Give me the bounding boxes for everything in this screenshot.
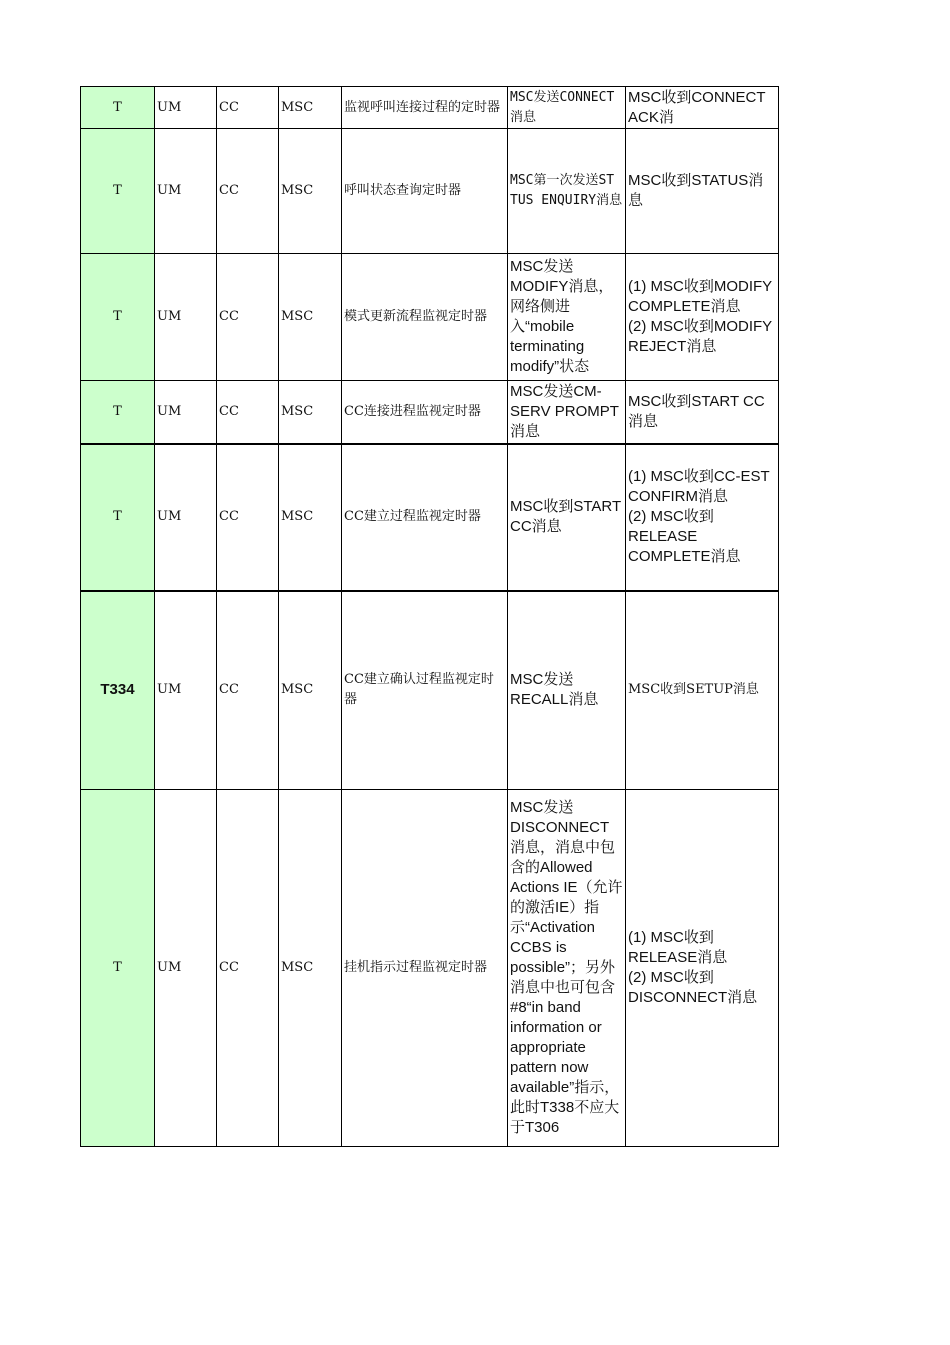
layer-cell: CC: [217, 444, 279, 591]
stop-condition-cell: (1) MSC收到MODIFY COMPLETE消息 (2) MSC收到MODIFY REJECT消息: [626, 254, 779, 381]
stop-condition-cell: MSC收到START CC消息: [626, 381, 779, 444]
timer-name-cell: T: [81, 129, 155, 254]
description-cell: 监视呼叫连接过程的定时器: [342, 87, 508, 129]
timer-name-cell: T: [81, 444, 155, 591]
layer-cell: CC: [217, 381, 279, 444]
description-cell: 挂机指示过程监视定时器: [342, 790, 508, 1147]
entity-cell: MSC: [279, 444, 342, 591]
interface-cell: UM: [155, 87, 217, 129]
table-row: [81, 254, 779, 381]
entity-cell: MSC: [279, 790, 342, 1147]
start-condition-cell: MSC收到START CC消息: [508, 444, 626, 591]
timer-name-cell: T: [81, 381, 155, 444]
stop-condition-cell: (1) MSC收到RELEASE消息 (2) MSC收到DISCONNECT消息: [626, 790, 779, 1147]
table-row: [81, 87, 779, 129]
timer-name-cell: T: [81, 790, 155, 1147]
timer-name-cell: T334: [81, 591, 155, 790]
stop-condition-cell: MSC收到STATUS消息: [626, 129, 779, 254]
entity-cell: MSC: [279, 254, 342, 381]
table-row: [81, 591, 779, 790]
interface-cell: UM: [155, 381, 217, 444]
start-condition-cell: MSC第一次发送ST TUS ENQUIRY消息: [508, 129, 626, 254]
stop-condition-cell: MSC收到CONNECT ACK消: [626, 87, 779, 129]
timer-table: [80, 86, 779, 1147]
table-row: [81, 381, 779, 444]
table-row: [81, 790, 779, 1147]
entity-cell: MSC: [279, 87, 342, 129]
description-cell: CC建立确认过程监视定时器: [342, 591, 508, 790]
start-condition-cell: MSC发送RECALL消息: [508, 591, 626, 790]
timer-name-cell: T: [81, 254, 155, 381]
description-cell: CC建立过程监视定时器: [342, 444, 508, 591]
entity-cell: MSC: [279, 129, 342, 254]
layer-cell: CC: [217, 254, 279, 381]
start-condition-cell: MSC发送MODIFY消息，网络侧进入“mobile terminating modify”状态: [508, 254, 626, 381]
description-cell: 模式更新流程监视定时器: [342, 254, 508, 381]
layer-cell: CC: [217, 129, 279, 254]
interface-cell: UM: [155, 254, 217, 381]
interface-cell: UM: [155, 591, 217, 790]
interface-cell: UM: [155, 129, 217, 254]
layer-cell: CC: [217, 790, 279, 1147]
description-cell: CC连接进程监视定时器: [342, 381, 508, 444]
entity-cell: MSC: [279, 591, 342, 790]
timer-name-cell: T: [81, 87, 155, 129]
table-row: [81, 129, 779, 254]
table-row: [81, 444, 779, 591]
start-condition-cell: MSC发送CM-SERV PROMPT消息: [508, 381, 626, 444]
layer-cell: CC: [217, 87, 279, 129]
description-cell: 呼叫状态查询定时器: [342, 129, 508, 254]
stop-condition-cell: (1) MSC收到CC-EST CONFIRM消息 (2) MSC收到RELEASE COMPLETE消息: [626, 444, 779, 591]
entity-cell: MSC: [279, 381, 342, 444]
layer-cell: CC: [217, 591, 279, 790]
stop-condition-cell: MSC收到SETUP消息: [626, 591, 779, 790]
start-condition-cell: MSC发送DISCONNECT消息，消息中包含的Allowed Actions IE（允许的激活IE）指示“Activation CCBS is possible”；另外消息中也可包含#8“in band information or appropriate pattern now available”指示，此时T338不应大于T306: [508, 790, 626, 1147]
start-condition-cell: MSC发送CONNECT消息: [508, 87, 626, 129]
interface-cell: UM: [155, 444, 217, 591]
interface-cell: UM: [155, 790, 217, 1147]
